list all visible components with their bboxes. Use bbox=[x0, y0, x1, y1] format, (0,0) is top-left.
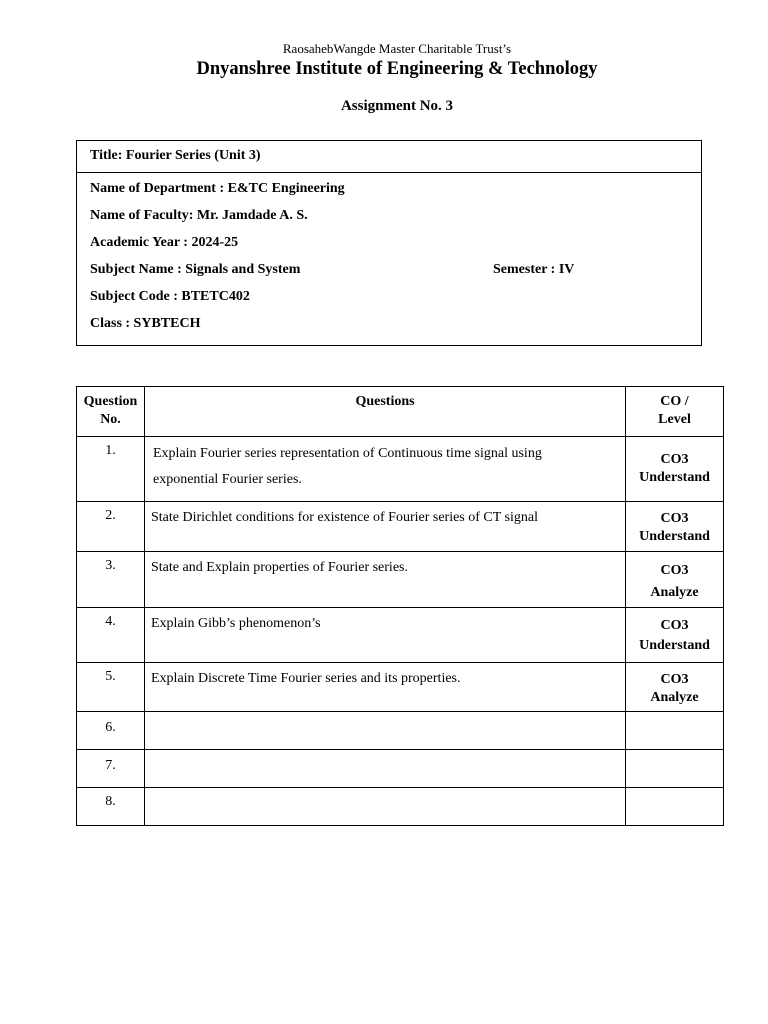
question-number: 3. bbox=[77, 552, 145, 608]
question-text: State and Explain properties of Fourier series. bbox=[145, 552, 626, 608]
question-text bbox=[145, 712, 626, 750]
co-level: CO3 Analyze bbox=[626, 552, 724, 608]
table-header-row bbox=[77, 387, 724, 437]
question-number: 2. bbox=[77, 502, 145, 552]
table-row bbox=[77, 788, 724, 826]
header-co-level: CO / Level bbox=[626, 387, 724, 437]
co-level bbox=[626, 788, 724, 826]
subject-name-field: Subject Name : Signals and System bbox=[90, 262, 301, 277]
table-row bbox=[77, 437, 724, 502]
header-question-no: Question No. bbox=[77, 387, 145, 437]
co-level: CO3 Understand bbox=[626, 502, 724, 552]
co-level: CO3 Understand bbox=[626, 437, 724, 502]
assignment-title: Assignment No. 3 bbox=[340, 98, 454, 114]
table-row bbox=[77, 552, 724, 608]
question-number: 1. bbox=[77, 437, 145, 502]
department-field: Name of Department : E&TC Engineering bbox=[90, 181, 345, 196]
subject-code-field: Subject Code : BTETC402 bbox=[90, 289, 250, 304]
institute-name: Dnyanshree Institute of Engineering & Technology bbox=[196, 59, 598, 79]
table-row bbox=[77, 502, 724, 552]
co-level bbox=[626, 750, 724, 788]
question-number: 7. bbox=[77, 750, 145, 788]
question-text: Explain Discrete Time Fourier series and its properties. bbox=[145, 663, 626, 712]
table-row bbox=[77, 608, 724, 663]
question-text bbox=[145, 788, 626, 826]
questions-table bbox=[76, 386, 724, 826]
question-number: 6. bbox=[77, 712, 145, 750]
question-number: 4. bbox=[77, 608, 145, 663]
co-level: CO3 Analyze bbox=[626, 663, 724, 712]
assignment-info-box bbox=[76, 140, 702, 346]
question-number: 5. bbox=[77, 663, 145, 712]
question-number: 8. bbox=[77, 788, 145, 826]
semester-field: Semester : IV bbox=[493, 262, 575, 277]
table-row bbox=[77, 750, 724, 788]
table-row bbox=[77, 663, 724, 712]
trust-name: RaosahebWangde Master Charitable Trust’s bbox=[282, 41, 512, 56]
question-text: State Dirichlet conditions for existence of Fourier series of CT signal bbox=[145, 502, 626, 552]
question-text: Explain Gibb’s phenomenon’s bbox=[145, 608, 626, 663]
co-level: CO3 Understand bbox=[626, 608, 724, 663]
academic-year-field: Academic Year : 2024-25 bbox=[90, 235, 239, 250]
question-text bbox=[145, 750, 626, 788]
question-text: Explain Fourier series representation of Continuous time signal using exponential Fourier series. bbox=[145, 437, 626, 502]
class-field: Class : SYBTECH bbox=[90, 316, 201, 331]
co-level bbox=[626, 712, 724, 750]
faculty-field: Name of Faculty: Mr. Jamdade A. S. bbox=[90, 208, 308, 223]
header-questions: Questions bbox=[145, 387, 626, 437]
assignment-topic: Title: Fourier Series (Unit 3) bbox=[77, 141, 701, 173]
table-row bbox=[77, 712, 724, 750]
